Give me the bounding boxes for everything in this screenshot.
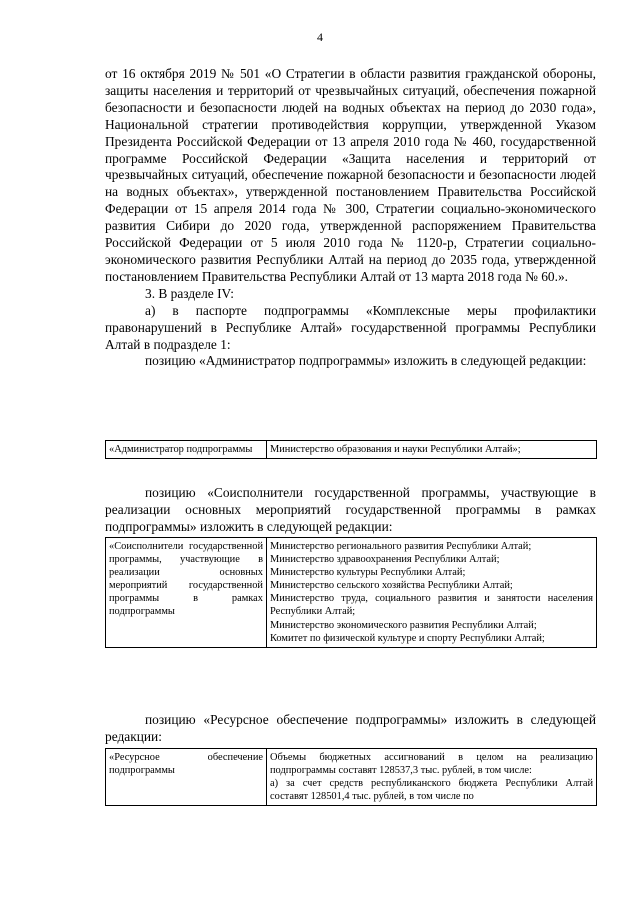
resources-line: а) за счет средств республиканского бюджета Республики Алтай составят 128501,4 тыс. рублей, в том числе по xyxy=(270,778,593,803)
administrator-table xyxy=(105,440,597,459)
position-administrator-text: позицию «Администратор подпрограммы» изложить в следующей редакции: xyxy=(145,353,587,369)
coexecutors-table xyxy=(105,537,597,648)
administrator-value: Министерство образования и науки Республики Алтай»; xyxy=(267,441,597,459)
coexecutor-item: Министерство здравоохранения Республики Алтай; xyxy=(270,554,500,566)
coexecutor-item: Министерство культуры Республики Алтай; xyxy=(270,567,466,579)
coexecutor-item: Министерство сельского хозяйства Республики Алтай; xyxy=(270,580,513,592)
position-resources-paragraph xyxy=(105,712,596,746)
coexecutor-item: Комитет по физической культуре и спорту Республики Алтай; xyxy=(270,632,545,644)
intro-paragraph: от 16 октября 2019 № 501 «О Стратегии в области развития гражданской обороны, защиты населения и территорий от чрезвычайных ситуаций, обеспечения пожарной безопасности и безопасности людей на водных объектах на период до 2030 года», Национальной стратегии противодействия коррупции, утвержденной Указом Президента Российской Федерации от 13 апреля 2010 года № 460, государственной программе Российской Федерации «Защита населения и территорий от чрезвычайных ситуаций, обеспечение пожарной безопасности и безопасности людей на водных объектах», утвержденной постановлением Правительства Российской Федерации от 15 апреля 2014 года № 300, Стратегии социально-экономического развития Сибири до 2020 года, утвержденной распоряжением Правительства Российской Федерации от 5 июля 2010 года № 1120-р, Стратегии социально-экономического развития Республики Алтай на период до 2035 года, утвержденной постановлением Правительства Республики Алтай от 13 марта 2018 года № 60.». xyxy=(105,66,596,284)
document-body xyxy=(105,66,596,370)
position-coexecutors-text: позицию «Соисполнители государственной программы, участвующие в реализации основных мероприятий государственной программы в рамках подпрограммы» изложить в следующей редакции: xyxy=(105,485,596,534)
page-number: 4 xyxy=(317,30,323,44)
resources-table xyxy=(105,748,597,806)
coexecutors-list xyxy=(267,538,597,648)
resources-value xyxy=(267,749,597,806)
coexecutor-item: Министерство экономического развития Республики Алтай; xyxy=(270,619,537,631)
administrator-label: «Администратор подпрограммы xyxy=(106,441,267,459)
resources-label: «Ресурсное обеспечение подпрограммы xyxy=(106,749,267,806)
coexecutors-label: «Соисполнители государственной программы, участвующие в реализации основных мероприятий государственной программы в рамках подпрограммы xyxy=(106,538,267,648)
item-3a-paragraph: а) в паспорте подпрограммы «Комплексные меры профилактики правонарушений в Республике Алтай» государственной программы Республики Алтай в подразделе 1: xyxy=(105,302,596,352)
coexecutor-item: Министерство труда, социального развития и занятости населения Республики Алтай; xyxy=(270,593,593,618)
position-coexecutors-paragraph xyxy=(105,485,596,536)
resources-line: Объемы бюджетных ассигнований в целом на реализацию подпрограммы составят 128537,3 тыс. рублей, в том числе: xyxy=(270,752,593,777)
item-3-heading: 3. В разделе IV: xyxy=(145,285,234,301)
position-resources-text: позицию «Ресурсное обеспечение подпрограммы» изложить в следующей редакции: xyxy=(105,712,596,744)
coexecutor-item: Министерство регионального развития Республики Алтай; xyxy=(270,541,532,552)
